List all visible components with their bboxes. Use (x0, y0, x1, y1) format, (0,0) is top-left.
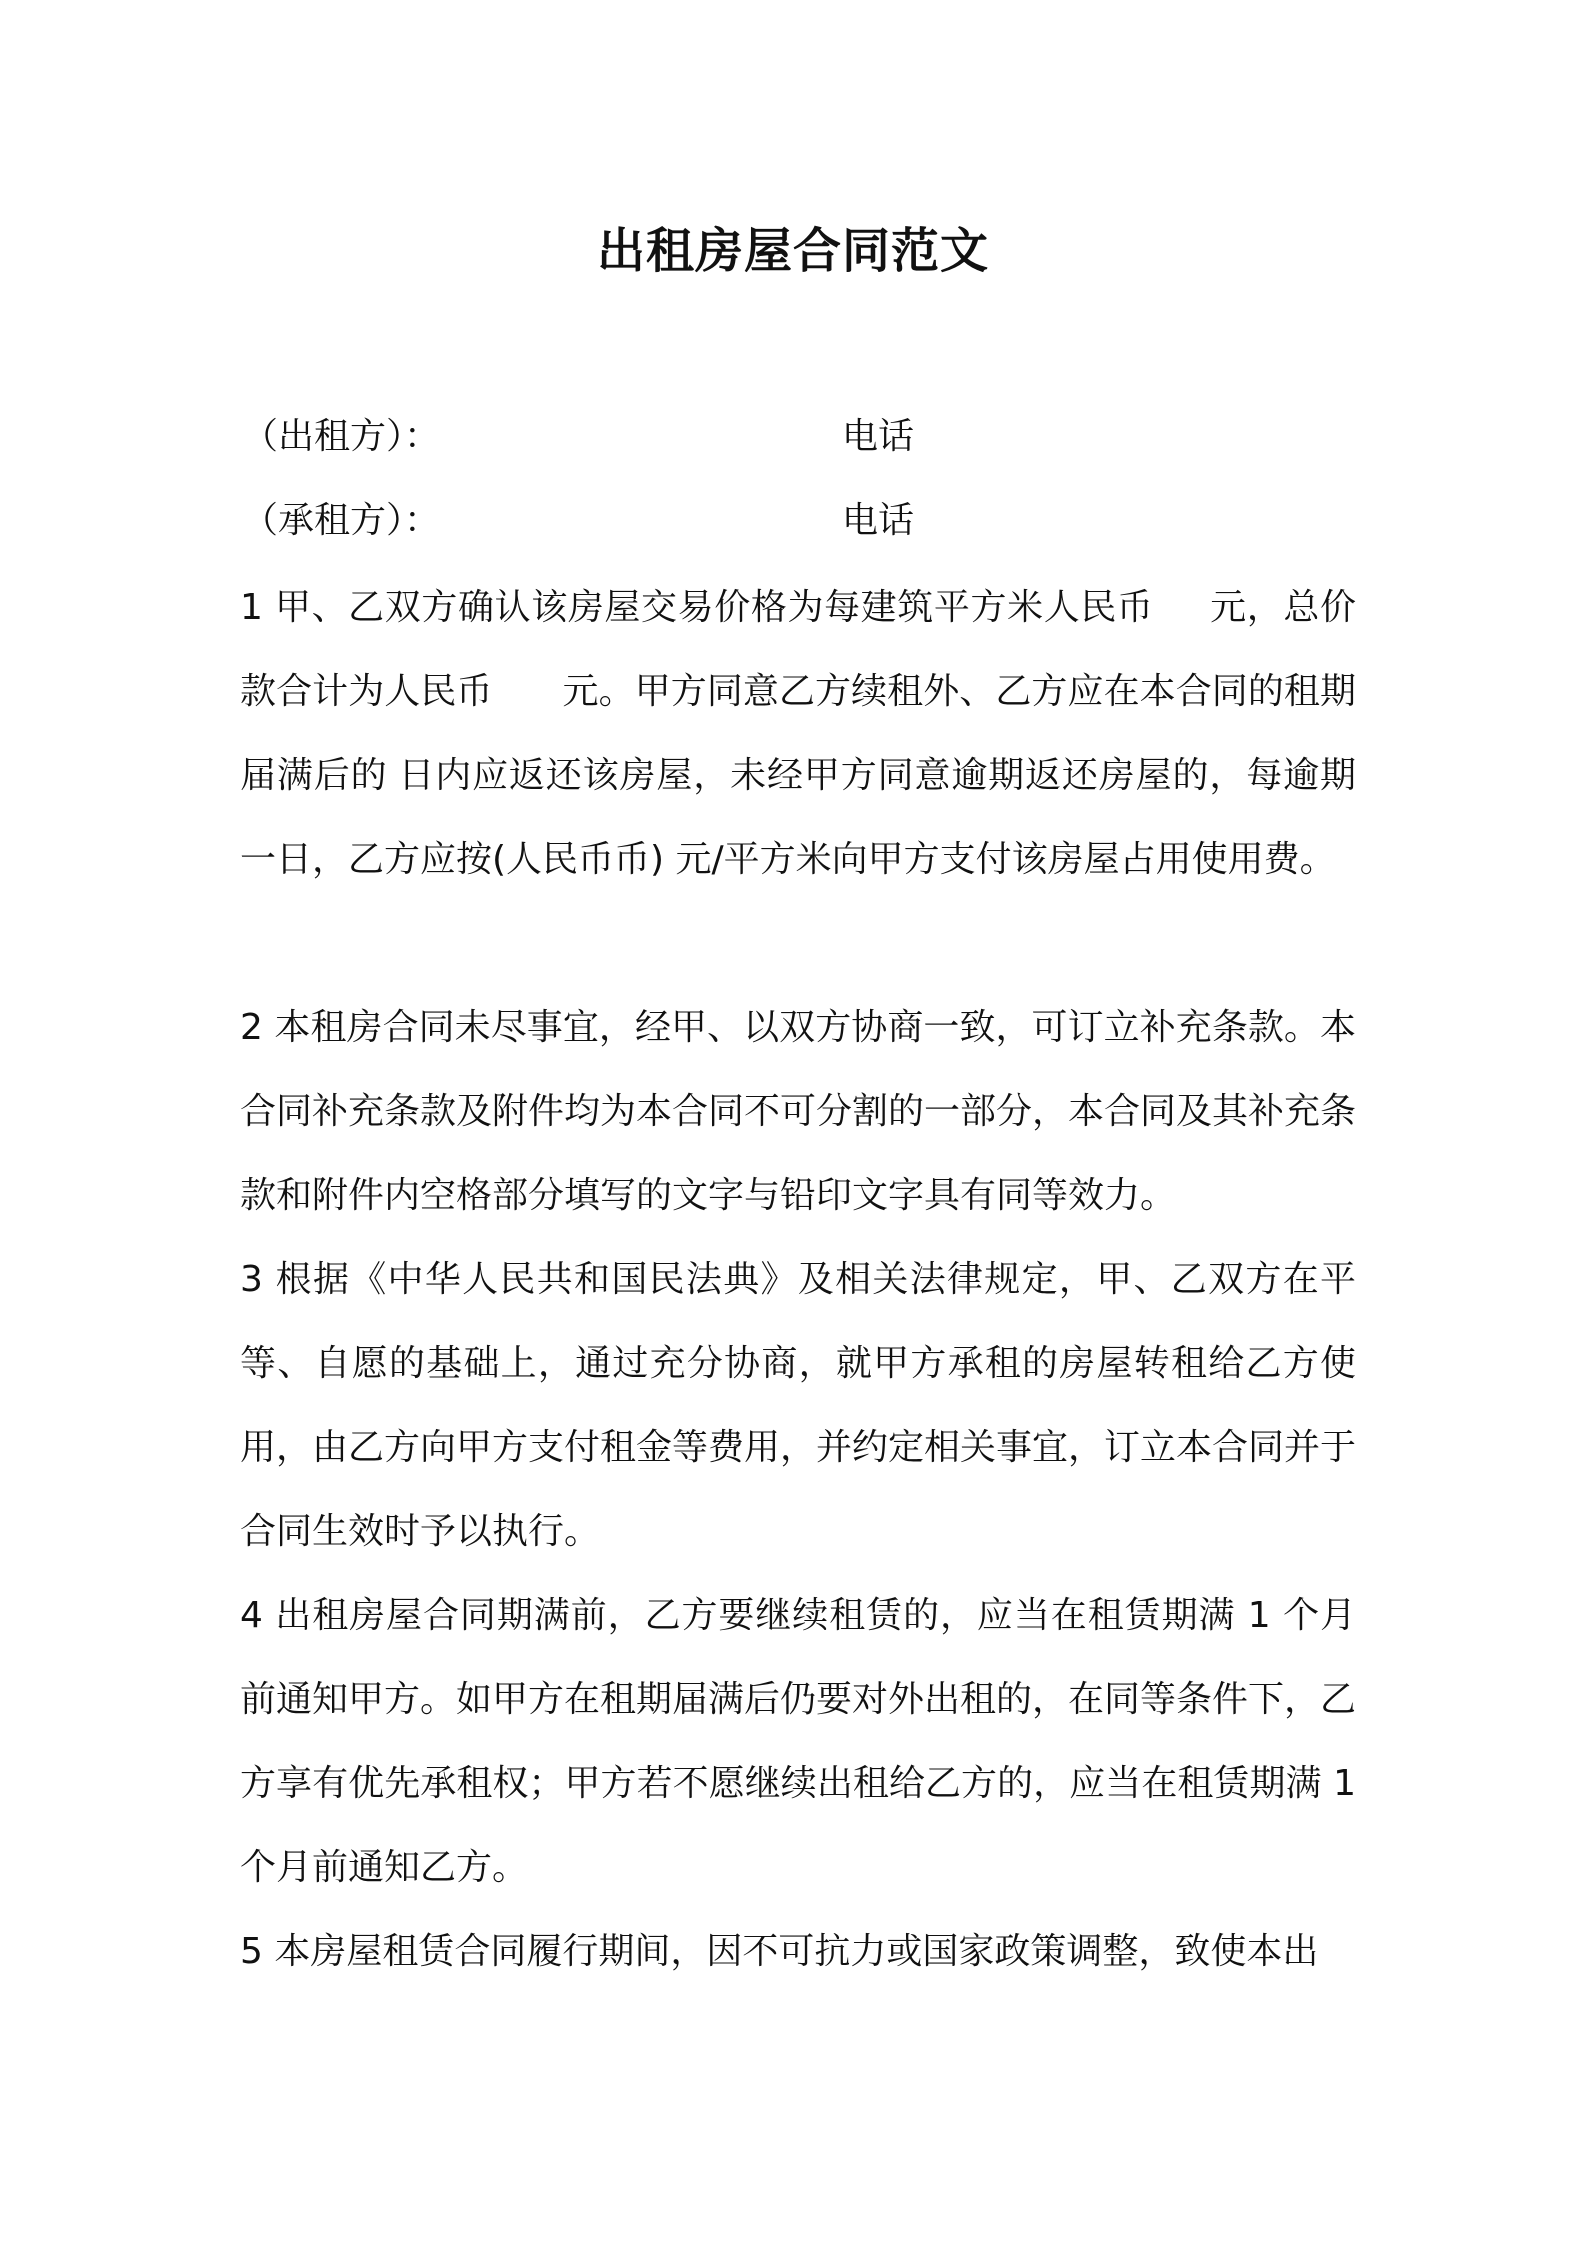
clause-2: 2 本租房合同未尽事宜，经甲、以双方协商一致，可订立补充条款。本合同补充条款及附件均为本合同不可分割的一部分，本合同及其补充条款和附件内空格部分填写的文字与铅印文字具有同等效力。 (240, 1007, 1357, 1216)
lessor-label: （出租方）： (242, 416, 441, 457)
lessee-line (242, 496, 915, 546)
clause-1-part-2: 元，总价款合计为人民币 (240, 587, 1356, 712)
document-title: 出租房屋合同范文 (596, 223, 989, 279)
lessee-label: （承租方）： (242, 500, 441, 541)
clause-1-part-1: 1 甲、乙双方确认该房屋交易价格为每建筑平方米人民币 (240, 587, 1154, 628)
clause-1-part-4: 日内应返还该房屋，未经甲方同意逾期返还房屋的，每逾期一日，乙方应按(人民币币) 元/平方米向甲方支付该房屋占用使用费。 (240, 755, 1356, 880)
lessor-line (242, 412, 915, 462)
clause-1 (240, 566, 1356, 902)
lessee-phone-label: 电话 (842, 500, 915, 541)
clause-3: 3 根据《中华人民共和国民法典》及相关法律规定，甲、乙双方在平等、自愿的基础上，通过充分协商，就甲方承租的房屋转租给乙方使用，由乙方向甲方支付租金等费用，并约定相关事宜，订立本合同并于合同生效时予以执行。 (240, 1259, 1357, 1552)
clause-4: 4 出租房屋合同期满前，乙方要继续租赁的，应当在租赁期满 1 个月前通知甲方。如甲方在租期届满后仍要对外出租的，在同等条件下，乙方享有优先承租权；甲方若不愿继续出租给乙方的，应当在租赁期满 1 个月前通知乙方。 (240, 1595, 1357, 1888)
clause-1-part-3: 元。甲方同意乙方续租外、乙方应在本合同的租期届满后的 (240, 671, 1356, 796)
clause-5: 5 本房屋租赁合同履行期间，因不可抗力或国家政策调整，致使本出 (240, 1931, 1319, 1972)
lessor-phone-label: 电话 (842, 416, 915, 457)
